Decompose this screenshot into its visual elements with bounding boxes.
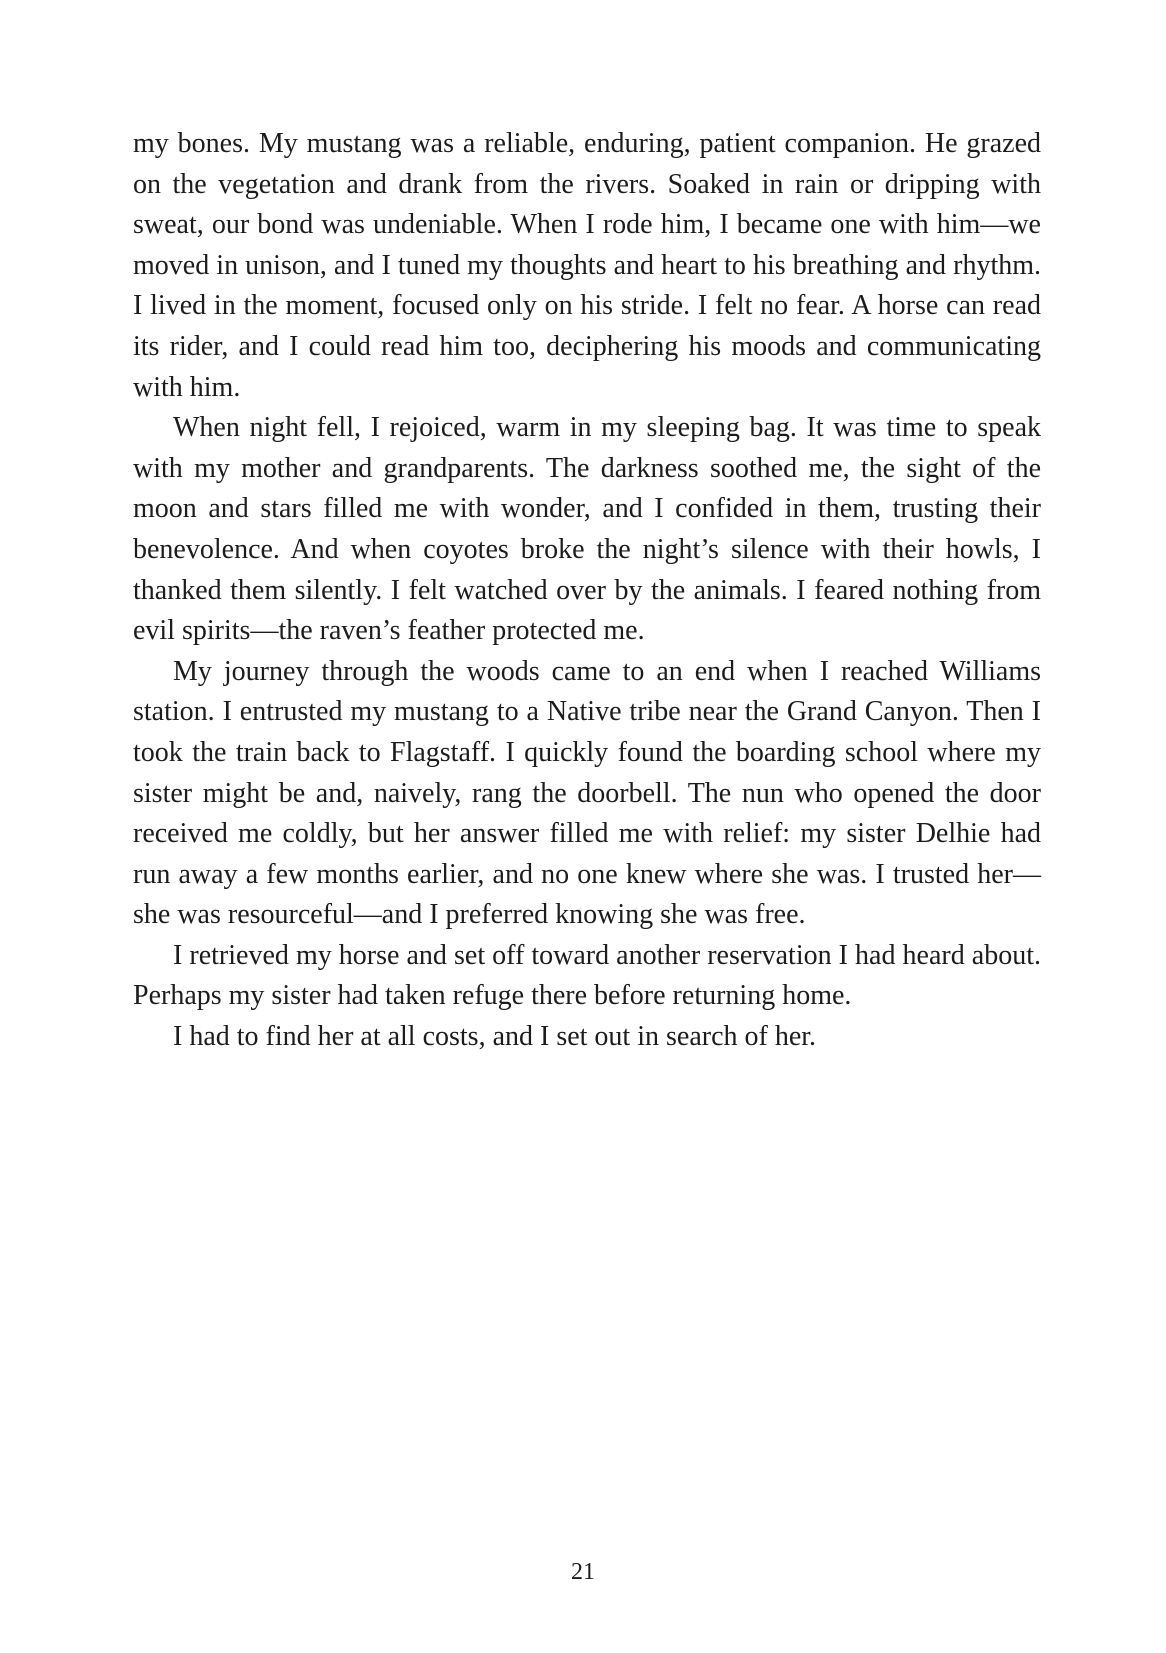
paragraph-1: my bones. My mustang was a reliable, enduring, patient companion. He grazed on the vegetation and drank from the rivers. Soaked in rain or dripping with sweat, our bond was undeniable. When I rode him, I became one with him—we moved in unison, and I tuned my thoughts and heart to his breathing and rhythm. I lived in the moment, focused only on his stride. I felt no fear. A horse can read its rider, and I could read him too, deciphering his moods and communicating with him. (133, 128, 1041, 403)
paragraph-4: I retrieved my horse and set off toward another reservation I had heard about. Perhaps my sister had taken refuge there before returning home. (133, 939, 1041, 1012)
body-text (133, 124, 1041, 1058)
page-number: 21 (571, 1559, 595, 1585)
paragraph-5: I had to find her at all costs, and I set out in search of her. (173, 1021, 817, 1053)
paragraph-3: My journey through the woods came to an end when I reached Williams station. I entrusted my mustang to a Native tribe near the Grand Canyon. Then I took the train back to Flagstaff. I quickly found the boarding school where my sister might be and, naively, rang the doorbell. The nun who opened the door received me coldly, but her answer filled me with relief: my sister Delhie had run away a few months earlier, and no one knew where she was. I trusted her—she was resourceful—and I preferred knowing she was free. (133, 655, 1041, 931)
paragraph-2: When night fell, I rejoiced, warm in my sleeping bag. It was time to speak with my mother and grandparents. The darkness soothed me, the sight of the moon and stars filled me with wonder, and I confided in them, trusting their benevolence. And when coyotes broke the night’s silence with their howls, I thanked them silently. I felt watched over by the animals. I feared nothing from evil spirits—the raven’s feather protected me. (133, 412, 1041, 647)
